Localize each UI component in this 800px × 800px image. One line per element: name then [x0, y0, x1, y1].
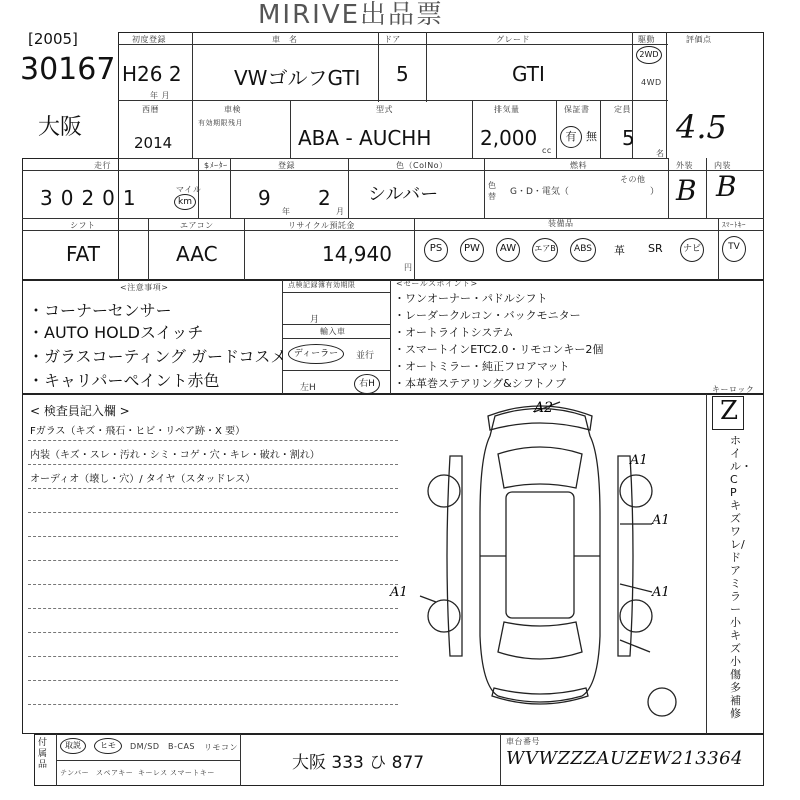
rear-window [498, 622, 582, 659]
fuel-other: その他 [620, 175, 646, 184]
wheel-front-left [428, 475, 460, 507]
footer-dm-sd: DM/SD [130, 742, 160, 751]
door-label: ドア [384, 35, 401, 44]
sales-item-4: ・スマートインETC2.0・リモコンキー2個 [394, 343, 604, 356]
ac-label: エアコン [180, 221, 214, 230]
sales-label: <セールスポイント> [396, 279, 478, 288]
mileage-unit-mile: マイル [176, 185, 202, 194]
model-value: ABA - AUCHH [298, 126, 432, 150]
footer-remote: リモコン [204, 743, 238, 752]
seat-label: 定員 [614, 105, 631, 114]
damage-mark-3: A1 [652, 513, 670, 528]
shift-value: FAT [66, 242, 101, 266]
keylock-side-text: ホイル・CPキズワレ/ドアミラー小キズ小傷多 補修 [730, 434, 752, 720]
equip-leather: 革 [614, 244, 625, 257]
recycle-label: リサイクル預託金 [288, 221, 355, 230]
sales-item-6: ・本革巻ステアリング&シフトノブ [394, 377, 567, 390]
name-label: 車 名 [272, 35, 298, 44]
keylock-label: キーロック [712, 385, 755, 394]
color-value: シルバー [368, 184, 439, 205]
reg-month-value: 9 [258, 186, 271, 210]
book-yes-circled: 有 [560, 126, 582, 148]
accessories-label: 付属品 [38, 738, 48, 770]
year-label: 西暦 [142, 105, 159, 114]
cc-unit: cc [542, 146, 552, 155]
grade-label: グレード [496, 35, 530, 44]
keyless-label: ｽﾏｰﾄｷｰ [722, 221, 746, 229]
reg-value: H26 2 [122, 62, 182, 86]
car-name: VWゴルフGTI [234, 66, 361, 90]
damage-mark-1: A2 [534, 400, 554, 416]
sales-item-3: ・オートライトシステム [394, 326, 514, 339]
ac-value: AAC [176, 242, 218, 266]
parallel: 並行 [356, 351, 375, 361]
color-label: 色（ColNo） [396, 161, 448, 170]
car-body-outline [480, 409, 600, 703]
license-plate: 大阪 333 ひ 877 [292, 753, 425, 773]
footer-strap-circled: ヒモ [94, 738, 122, 754]
note-item-4: ・キャリパーペイント赤色 [28, 371, 220, 390]
sales-item-5: ・オートミラー・純正フロアマット [394, 360, 570, 373]
equip-pw-circled: PW [460, 238, 484, 262]
note-item-1: ・コーナーセンサー [28, 301, 172, 320]
location: 大阪 [38, 115, 83, 140]
inspection-audio: オーディオ（壊し・穴）/ タイヤ（スタッドレス） [30, 474, 256, 485]
record-month: 月 [310, 315, 320, 325]
mileage-unit-km-circled: km [174, 194, 196, 210]
inspect-label: 車検 [224, 105, 241, 114]
windshield [498, 447, 582, 488]
vin-label: 車台番号 [506, 737, 540, 746]
footer-manual-circled: 取説 [60, 738, 86, 754]
sales-item-2: ・レーダークルコン・バックモニター [394, 309, 581, 322]
seat-value: 5 [622, 126, 635, 150]
wheel-rear-right [620, 600, 652, 632]
reg-sub: 年 月 [150, 91, 171, 100]
car-diagram [390, 396, 706, 732]
inspection-glass: Fガラス（キズ・飛石・ヒビ・リペア跡・X 要） [30, 426, 246, 437]
dealer-circled: ディーラー [288, 344, 344, 364]
drive-label: 駆動 [638, 35, 655, 44]
equip-sunroof: SR [648, 242, 663, 255]
equip-tv-circled: TV [722, 236, 746, 262]
book-no: 無 [586, 130, 597, 143]
fuel-options: G・D・電気（ [510, 187, 569, 197]
damage-mark-5: A1 [390, 585, 408, 600]
reg-day-value: 2 [318, 186, 331, 210]
model-label: 型式 [376, 105, 393, 114]
drive-2wd-circled: 2WD [636, 46, 662, 64]
footer-smart-key: スマートキー [170, 769, 215, 777]
note-item-2: ・AUTO HOLDスイッチ [28, 323, 204, 342]
inspection-label: < 検査員記入欄 > [30, 404, 130, 418]
reg-day-unit: 月 [336, 207, 345, 216]
equip-aw-circled: AW [496, 238, 520, 262]
color-change: 色替 [488, 181, 497, 201]
cc-label: 排気量 [494, 105, 520, 114]
equip-ps-circled: PS [424, 238, 448, 262]
book-label: 保証書 [564, 105, 590, 114]
exterior-label: 外装 [676, 161, 693, 170]
year-value: 2014 [134, 134, 173, 152]
footer-keyless: キーレス [138, 769, 168, 777]
inspect-sub: 有効期限残月 [198, 119, 243, 127]
recycle-unit: 円 [404, 263, 413, 272]
reg-label: 初度登録 [132, 35, 166, 44]
exterior-value: B [676, 174, 697, 207]
mileage-label: 走行 [94, 161, 111, 170]
recycle-value: 14,940 [322, 242, 392, 266]
import-label: 輸入車 [320, 327, 346, 336]
damage-mark-2: A1 [630, 453, 648, 468]
meter-label: $ﾒｰﾀｰ [204, 161, 228, 170]
caution-label: <注意事項> [120, 283, 169, 292]
inspection-interior: 内装（キズ・スレ・汚れ・シミ・コゲ・穴・キレ・破れ・割れ） [30, 450, 320, 461]
registration-label: 登録 [278, 161, 295, 170]
reg-month-unit: 年 [282, 207, 291, 216]
fuel-close: ） [650, 187, 660, 197]
spare-wheel [648, 688, 676, 716]
shift-label: シフト [70, 221, 96, 230]
damage-mark-4: A1 [652, 585, 670, 600]
fuel-label: 燃料 [570, 161, 587, 170]
handle-left: 左H [300, 383, 316, 393]
equip-abs-circled: ABS [570, 238, 596, 262]
roof [506, 492, 574, 618]
cc-value: 2,000 [480, 126, 538, 150]
drive-4wd: 4WD [641, 78, 662, 87]
seat-unit: 名 [656, 149, 665, 158]
door-value: 5 [396, 62, 409, 86]
grade-value: GTI [512, 62, 545, 86]
footer-bcas: B-CAS [168, 742, 196, 751]
mileage-value: 30201 [40, 186, 144, 210]
note-item-3: ・ガラスコーティング ガードコスメ [28, 347, 287, 366]
equip-navi-circled: ナビ [680, 238, 704, 262]
equipment-label: 装備品 [548, 219, 574, 228]
footer-tenbar: テンバー [60, 769, 90, 777]
equip-airbag-circled: エアB [532, 238, 558, 262]
footer-spare-key: スペアキー [96, 769, 134, 777]
handle-right-circled: 右H [354, 374, 380, 394]
interior-value: B [716, 170, 737, 203]
keylock-mark: Z [720, 396, 739, 426]
score-value: 4.5 [676, 108, 727, 146]
lot-number: 30167 [20, 52, 116, 87]
form-title: MIRIVE出品票 [258, 0, 445, 30]
record-label: 点検記録簿有効期限 [288, 281, 356, 289]
wheel-rear-left [428, 600, 460, 632]
vin-value: WVWZZZAUZEW213364 [506, 748, 744, 769]
score-label: 評価点 [686, 35, 712, 44]
wheel-front-right [620, 475, 652, 507]
sales-item-1: ・ワンオーナー・パドルシフト [394, 292, 548, 305]
year-code: [2005] [28, 30, 78, 48]
interior-label: 内装 [714, 161, 731, 170]
